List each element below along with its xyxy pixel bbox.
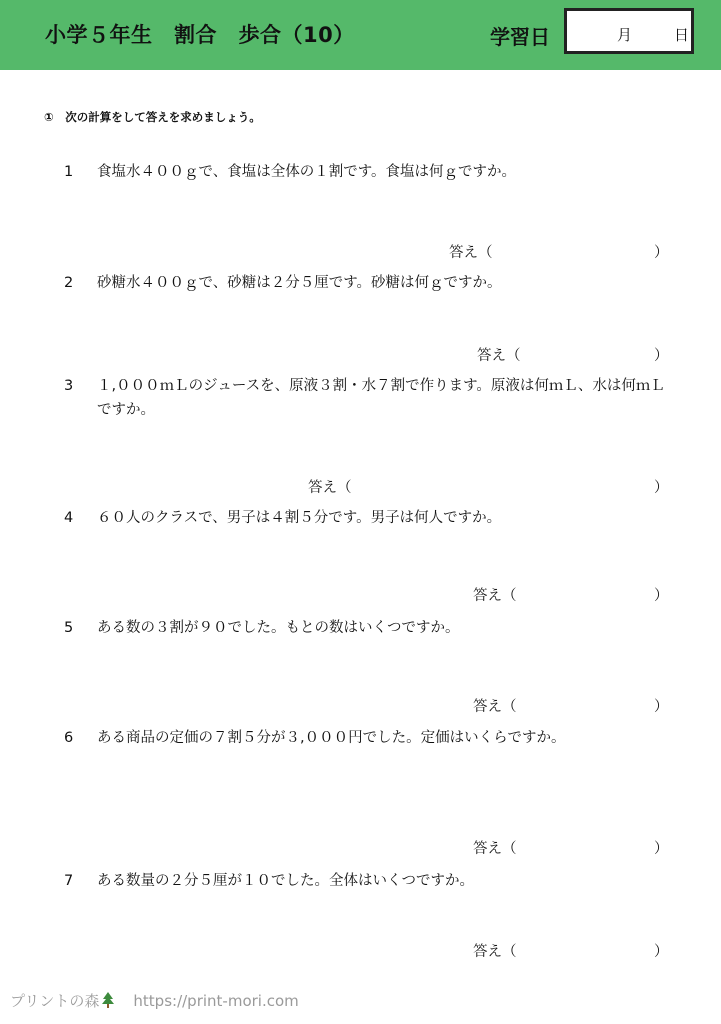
tree-icon bbox=[101, 992, 115, 1012]
instruction-text: ① 次の計算をして答えを求めましょう。 bbox=[44, 110, 261, 124]
answer-label-4: 答え（ bbox=[473, 588, 517, 604]
month-label: 月 bbox=[617, 26, 633, 44]
question-text: １,０００ｍＬのジュースを、原液３割・水７割で作ります。原液は何ｍＬ、水は何ｍＬですか。 bbox=[97, 378, 665, 418]
question-number: 2 bbox=[64, 275, 74, 291]
footer-site-name: プリントの森 bbox=[10, 992, 100, 1010]
question-number: 7 bbox=[64, 873, 74, 889]
study-date-label: 学習日 bbox=[490, 25, 550, 49]
question-text: ある数量の２分５厘が１０でした。全体はいくつですか。 bbox=[97, 873, 474, 889]
question-number: 4 bbox=[64, 510, 74, 526]
study-date-box[interactable] bbox=[564, 8, 694, 54]
answer-close-5: ） bbox=[654, 699, 669, 715]
answer-label-2: 答え（ bbox=[477, 348, 521, 364]
question-text: 砂糖水４００ｇで、砂糖は２分５厘です。砂糖は何ｇですか。 bbox=[97, 275, 502, 291]
answer-close-4: ） bbox=[654, 588, 669, 604]
day-label: 日 bbox=[674, 26, 690, 44]
answer-label-7: 答え（ bbox=[473, 944, 517, 960]
header-bar bbox=[0, 0, 721, 70]
question-number: 6 bbox=[64, 730, 74, 746]
question-text: ６０人のクラスで、男子は４割５分です。男子は何人ですか。 bbox=[97, 510, 502, 526]
footer bbox=[10, 990, 299, 1012]
answer-close-6: ） bbox=[654, 841, 669, 857]
question-number: 1 bbox=[64, 164, 74, 180]
question-text: ある商品の定価の７割５分が３,０００円でした。定価はいくらですか。 bbox=[97, 730, 566, 746]
answer-label-1: 答え（ bbox=[449, 245, 493, 261]
answer-close-3: ） bbox=[654, 480, 669, 496]
question-text: ある数の３割が９０でした。もとの数はいくつですか。 bbox=[97, 620, 460, 636]
question-text: 食塩水４００ｇで、食塩は全体の１割です。食塩は何ｇですか。 bbox=[97, 164, 517, 180]
question-number: 5 bbox=[64, 620, 74, 636]
footer-url[interactable]: https://print-mori.com bbox=[133, 992, 299, 1010]
answer-label-6: 答え（ bbox=[473, 841, 517, 857]
answer-close-1: ） bbox=[654, 245, 669, 261]
question-number: 3 bbox=[64, 378, 74, 394]
answer-close-2: ） bbox=[654, 348, 669, 364]
answer-label-3: 答え（ bbox=[308, 480, 352, 496]
answer-label-5: 答え（ bbox=[473, 699, 517, 715]
page-title: 小学５年生 割合 歩合（10） bbox=[45, 23, 355, 47]
answer-close-7: ） bbox=[654, 944, 669, 960]
